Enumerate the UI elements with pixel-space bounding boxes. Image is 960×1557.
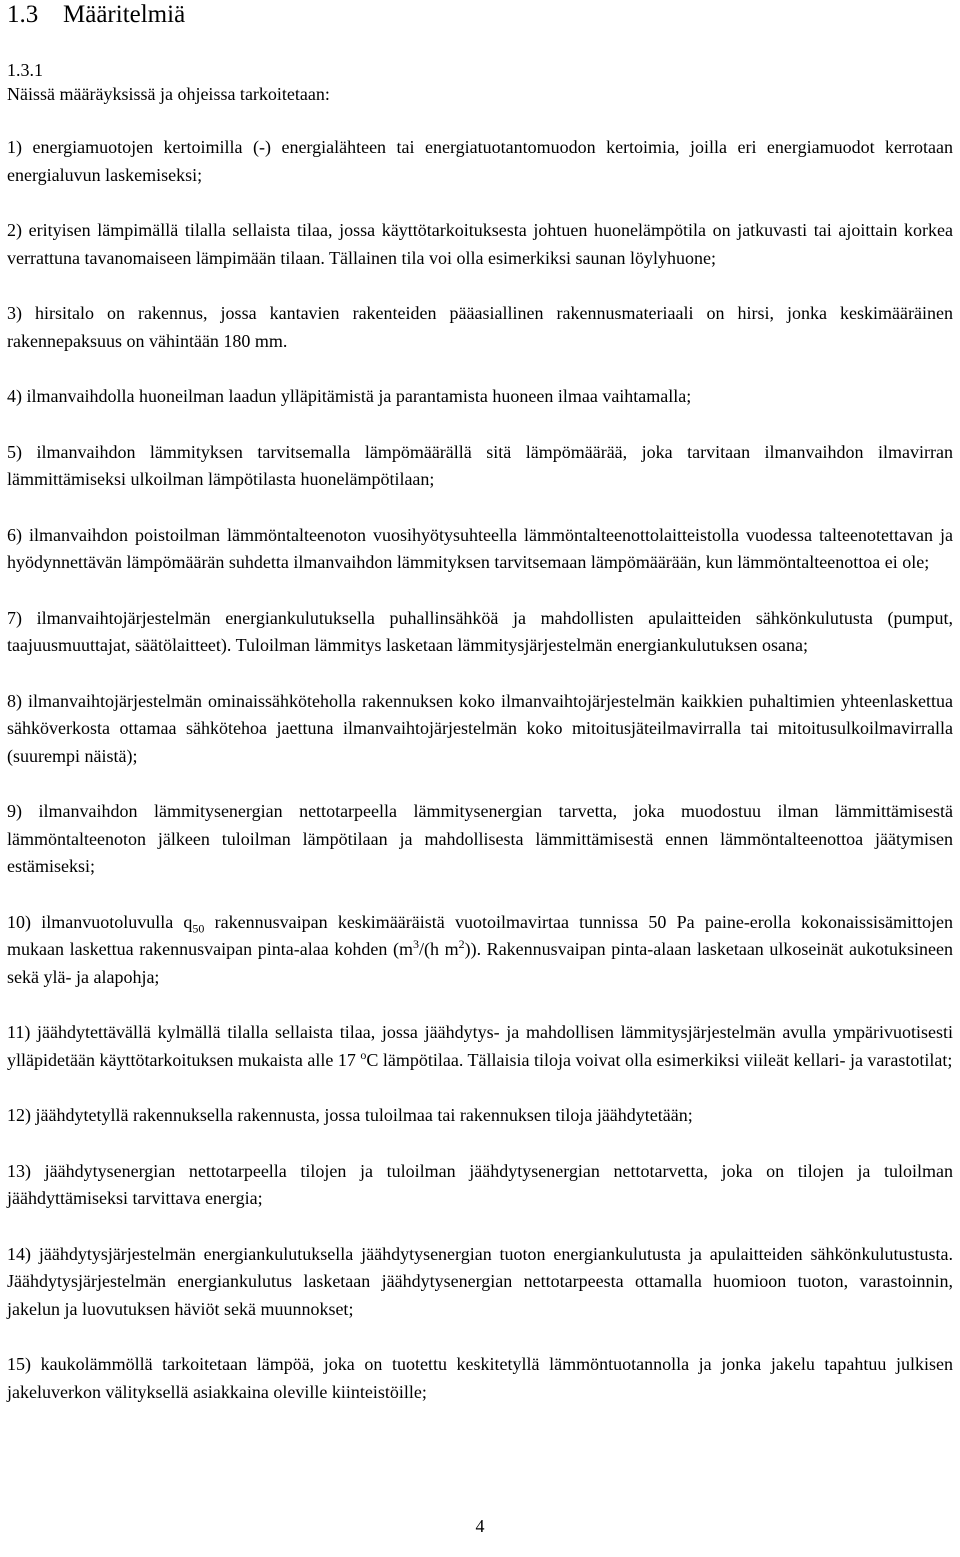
definition-item: 13) jäähdytysenergian nettotarpeella tilojen ja tuloilman jäähdytysenergian nettotarvetta, joka on tilojen ja tuloilman jäähdyttämiseksi tarvittava energia; xyxy=(7,1160,953,1208)
definition-item: 15) kaukolämmöllä tarkoitetaan lämpöä, joka on tuotettu keskitetyllä lämmöntuotannolla ja jonka jakelu tapahtuu julkisen jakeluverkon välityksellä asiakkaina oleville kiinteistöille; xyxy=(7,1354,953,1402)
page-number: 4 xyxy=(475,1516,485,1536)
subsection-number: 1.3.1 xyxy=(7,60,43,80)
definition-item: 5) ilmanvaihdon lämmityksen tarvitsemalla lämpömäärällä sitä lämpömäärää, joka tarvitaan ilmanvaihdon ilmavirran lämmittämiseksi ulkoilman lämpötilasta huonelämpötilaan; xyxy=(7,441,953,489)
definition-item: 7) ilmanvaihtojärjestelmän energiankulutuksella puhallinsähköä ja mahdollisten apulaitteiden sähkönkulutusta (pumput, taajuusmuuttajat, säätölaitteet). Tuloilman lämmitys lasketaan lämmitysjärjestelmän energiankulutuksen osana; xyxy=(7,607,953,655)
definition-item: 6) ilmanvaihdon poistoilman lämmöntalteenoton vuosihyötysuhteella lämmöntalteenottolaitteistolla vuodessa talteenotettavan ja hyödynnettävän lämpömäärän suhdetta ilmanvaihdon lämmityksen tarvitsemaan lämpömäärään, kun lämmöntalteenottoa ei ole; xyxy=(7,524,953,572)
definition-item: 4) ilmanvaihdolla huoneilman laadun ylläpitämistä ja parantamista huoneen ilmaa vaihtamalla; xyxy=(7,386,692,406)
heading-number: 1.3 xyxy=(7,1,39,28)
definition-item: 8) ilmanvaihtojärjestelmän ominaissähköteholla rakennuksen koko ilmanvaihtojärjestelmän kaikkien puhaltimien yhteenlaskettua sähköverkosta ottamaa sähkötehoa jaettuna ilmanvaihtojärjestelmän koko mitoitusjäteilmavirralla tai mitoitusulkoilmavirralla (suurempi näistä); xyxy=(7,690,953,766)
definition-item: 9) ilmanvaihdon lämmitysenergian nettotarpeella lämmitysenergian tarvetta, joka muodostuu ilman lämmittämisestä lämmöntalteenoton jälkeen tuloilman lämpötilaan ja mahdollisesta lämmittämisestä ennen lämmöntalteenottoa jäätymisen estämiseksi; xyxy=(7,801,953,876)
definition-item: 11) jäähdytettävällä kylmällä tilalla sellaista tilaa, jossa jäähdytys- ja mahdollisen lämmitysjärjestelmän avulla ympärivuotisesti ylläpidetään käyttötarkoituksen mukaista alle 17 $^o$C lämpötilaa. Tällaisia tiloja voivat olla esimerkiksi viileät kellari- ja varastotilat; xyxy=(7,1022,953,1070)
definition-item: 14) jäähdytysjärjestelmän energiankulutuksella jäähdytysenergian tuoton energiankulutusta ja apulaitteiden sähkönkulutustusta. Jäähdytysjärjestelmän energiankulutus lasketaan jäähdytysenergian nettotarpeesta ottamalla huomioon tuoton, varastoinnin, jakelun ja luovutuksen häviöt sekä muunnokset; xyxy=(7,1243,953,1319)
definition-item: 2) erityisen lämpimällä tilalla sellaista tilaa, jossa käyttötarkoituksesta johtuen huonelämpötila on jatkuvasti tai ajoittain korkea verrattuna tavanomaiseen lämpimään tilaan. Tällainen tila voi olla esimerkiksi saunan löylyhuone; xyxy=(7,220,953,268)
document-page xyxy=(7,0,953,1406)
heading-title: Määritelmiä xyxy=(63,1,186,28)
section-heading xyxy=(7,0,953,30)
definition-item: 12) jäähdytetyllä rakennuksella rakennusta, jossa tuloilmaa tai rakennuksen tiloja jäähdytetään; xyxy=(7,1105,693,1125)
definition-item: 3) hirsitalo on rakennus, jossa kantavien rakenteiden pääasiallinen rakennusmateriaali on hirsi, jonka keskimääräinen rakennepaksuus on vähintään 180 mm. xyxy=(7,303,953,351)
definition-item: 1) energiamuotojen kertoimilla (-) energialähteen tai energiatuotantomuodon kertoimia, joilla eri energiamuodot kerrotaan energialuvun laskemiseksi; xyxy=(7,137,953,185)
intro-text: Näissä määräyksissä ja ohjeissa tarkoitetaan: xyxy=(7,84,330,104)
definition-item: 10) ilmanvuotoluvulla $q_{50}$ rakennusvaipan keskimääräistä vuotoilmavirtaa tunnissa 50 Pa paine-erolla kokonaissisämittojen mukaan laskettua rakennusvaipan pinta-alaa kohden ($m^3/(h$ $m^2$)). Rakennusvaipan pinta-alaan lasketaan ulkoseinät aukotuksineen sekä ylä- ja alapohja; xyxy=(7,911,954,987)
